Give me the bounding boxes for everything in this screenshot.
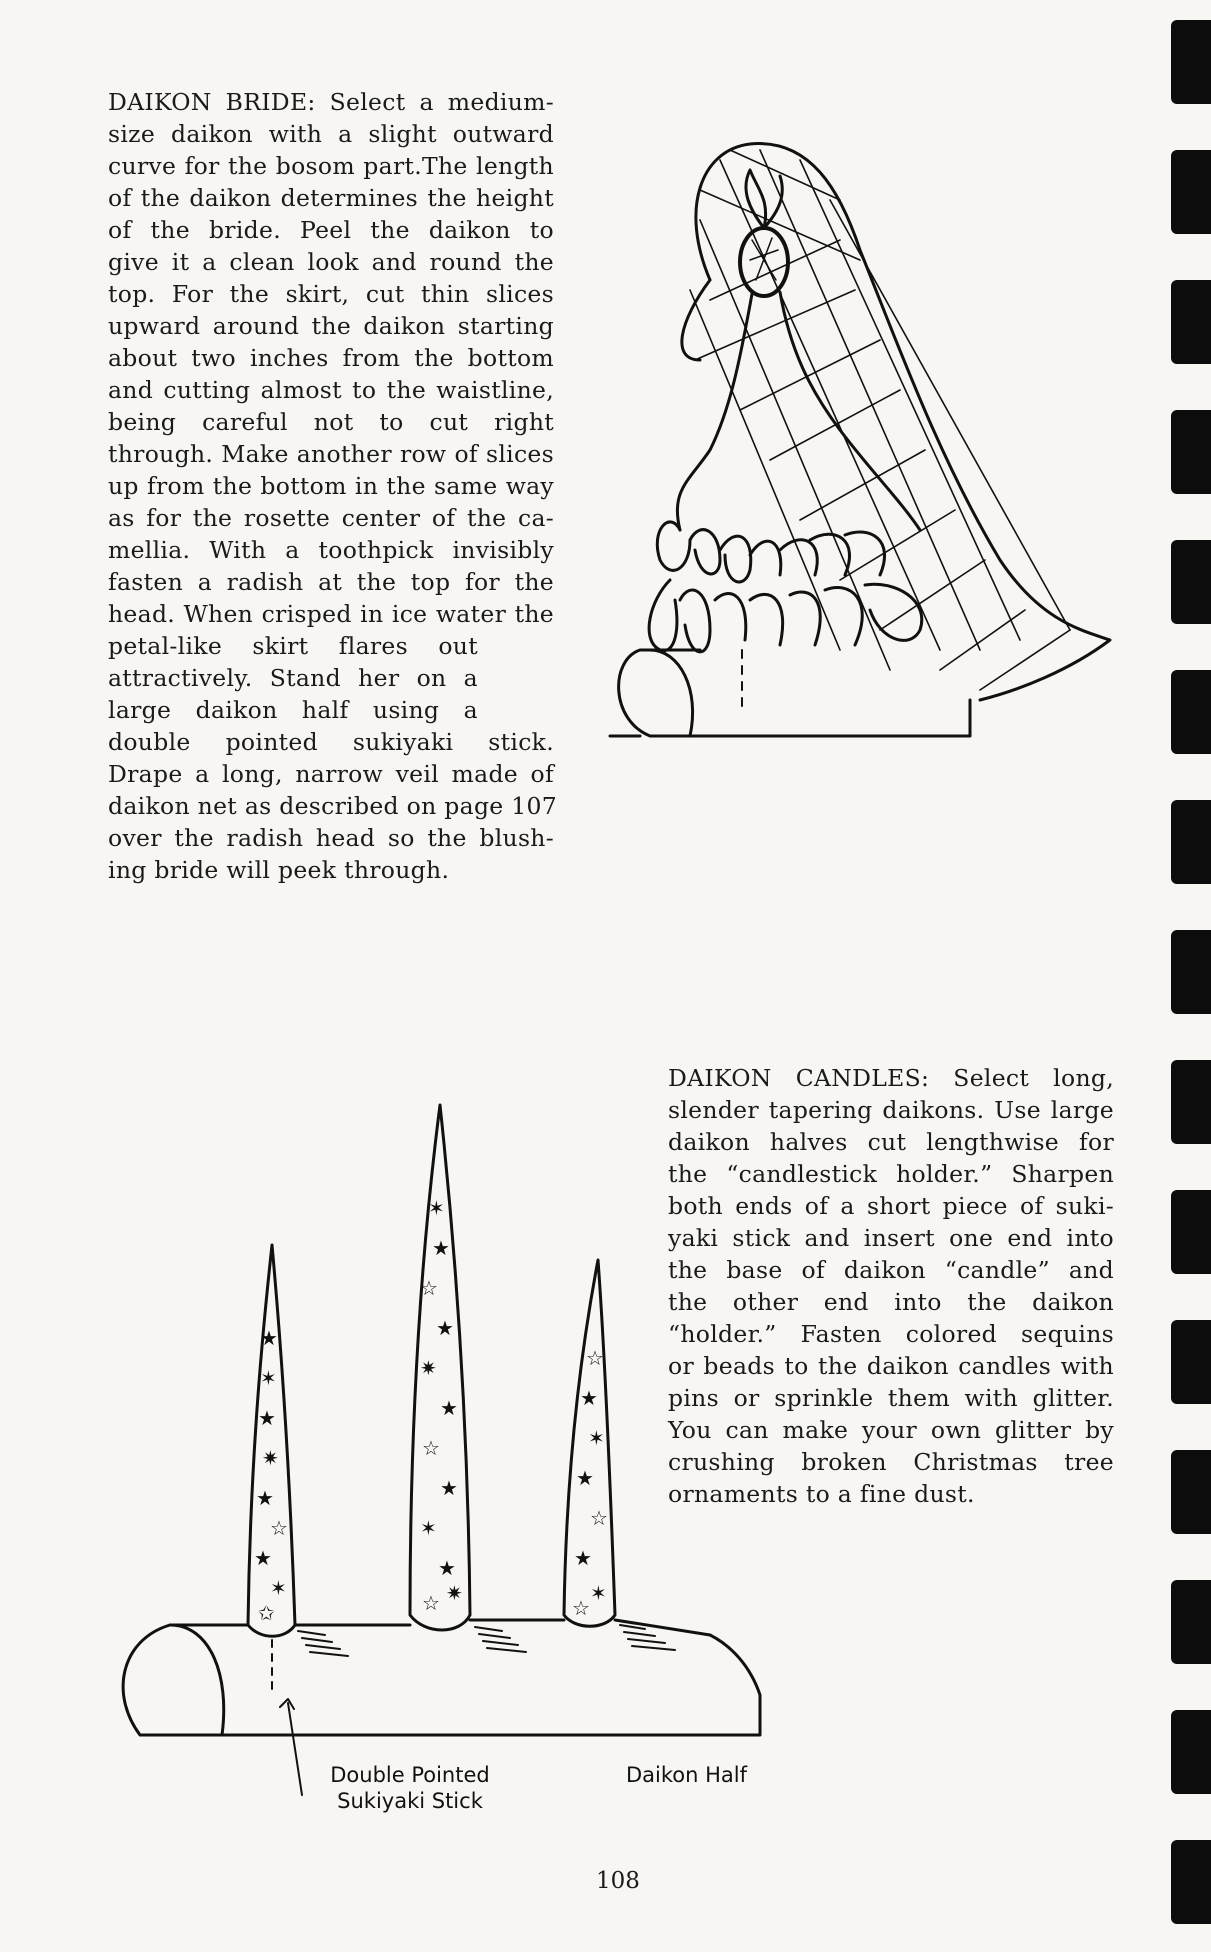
binding-tab bbox=[1171, 150, 1211, 234]
svg-text:★: ★ bbox=[438, 1556, 456, 1580]
candles-line: You can make your own glitter by bbox=[668, 1416, 1114, 1444]
bride-line: fasten a radish at the top for the bbox=[108, 568, 554, 596]
bride-line: ing bride will peek through. bbox=[108, 856, 450, 884]
candles-line: pins or sprinkle them with glitter. bbox=[668, 1384, 1114, 1412]
svg-text:★: ★ bbox=[576, 1466, 594, 1490]
binding-tab bbox=[1171, 1060, 1211, 1144]
daikon-half-caption: Daikon Half bbox=[626, 1763, 748, 1787]
candles-line: ornaments to a fine dust. bbox=[668, 1480, 975, 1508]
bride-line: mellia. With a toothpick invisibly bbox=[108, 536, 554, 564]
svg-text:★: ★ bbox=[432, 1236, 450, 1260]
binding-tab bbox=[1171, 280, 1211, 364]
binding-tab bbox=[1171, 1320, 1211, 1404]
binding-tab bbox=[1171, 1710, 1211, 1794]
binding-tab bbox=[1171, 20, 1211, 104]
bride-line: top. For the skirt, cut thin slices bbox=[108, 280, 554, 308]
svg-text:✶: ✶ bbox=[270, 1576, 287, 1600]
bride-line: daikon net as described on page 107 bbox=[108, 792, 558, 820]
binding-tab bbox=[1171, 1450, 1211, 1534]
candles-line: both ends of a short piece of suki- bbox=[668, 1192, 1114, 1220]
svg-text:★: ★ bbox=[254, 1546, 272, 1570]
bride-line: Drape a long, narrow veil made of bbox=[108, 760, 554, 788]
spiral-binding bbox=[1151, 0, 1211, 1952]
svg-text:☆: ☆ bbox=[586, 1346, 604, 1370]
candles-line: slender tapering daikons. Use large bbox=[668, 1096, 1114, 1124]
bride-line: about two inches from the bottom bbox=[108, 344, 554, 372]
binding-tab bbox=[1171, 670, 1211, 754]
bride-line: through. Make another row of slices bbox=[108, 440, 554, 468]
bride-line: as for the rosette center of the ca- bbox=[108, 504, 554, 532]
candles-line: “holder.” Fasten colored sequins bbox=[668, 1320, 1114, 1348]
bride-line: upward around the daikon starting bbox=[108, 312, 554, 340]
candles-line: or beads to the daikon candles with bbox=[668, 1352, 1114, 1380]
svg-text:✶: ✶ bbox=[590, 1581, 607, 1605]
binding-tab bbox=[1171, 930, 1211, 1014]
svg-text:☆: ☆ bbox=[422, 1591, 440, 1615]
binding-tab bbox=[1171, 800, 1211, 884]
candles-line: crushing broken Christmas tree bbox=[668, 1448, 1114, 1476]
svg-text:★: ★ bbox=[580, 1386, 598, 1410]
daikon-candles-illustration bbox=[110, 1095, 770, 1745]
binding-tab bbox=[1171, 1580, 1211, 1664]
svg-text:☆: ☆ bbox=[422, 1436, 440, 1460]
binding-tab bbox=[1171, 1840, 1211, 1924]
binding-tab bbox=[1171, 1190, 1211, 1274]
candles-line: the other end into the daikon bbox=[668, 1288, 1114, 1316]
svg-text:★: ★ bbox=[440, 1476, 458, 1500]
svg-text:★: ★ bbox=[256, 1486, 274, 1510]
svg-text:✩: ✩ bbox=[258, 1601, 275, 1625]
bride-line: DAIKON BRIDE: Select a medium- bbox=[108, 88, 554, 116]
svg-text:★: ★ bbox=[260, 1326, 278, 1350]
bride-line: petal-like skirt flares out bbox=[108, 632, 478, 660]
svg-text:★: ★ bbox=[436, 1316, 454, 1340]
bride-line: of the bride. Peel the daikon to bbox=[108, 216, 554, 244]
svg-text:✶: ✶ bbox=[420, 1516, 437, 1540]
bride-line: give it a clean look and round the bbox=[108, 248, 554, 276]
stick-caption bbox=[310, 1762, 510, 1814]
page-number: 108 bbox=[596, 1868, 640, 1894]
candles-line: DAIKON CANDLES: Select long, bbox=[668, 1064, 1114, 1092]
binding-tab bbox=[1171, 410, 1211, 494]
svg-text:☆: ☆ bbox=[590, 1506, 608, 1530]
stick-caption-line: Sukiyaki Stick bbox=[337, 1789, 483, 1813]
svg-text:✶: ✶ bbox=[588, 1426, 605, 1450]
svg-text:✷: ✷ bbox=[262, 1446, 279, 1470]
bride-line: up from the bottom in the same way bbox=[108, 472, 554, 500]
svg-text:✶: ✶ bbox=[428, 1196, 445, 1220]
bride-line: of the daikon determines the height bbox=[108, 184, 554, 212]
bride-line: curve for the bosom part.The length bbox=[108, 152, 554, 180]
bride-line: and cutting almost to the waistline, bbox=[108, 376, 554, 404]
candles-line: the “candlestick holder.” Sharpen bbox=[668, 1160, 1114, 1188]
bride-line: attractively. Stand her on a bbox=[108, 664, 478, 692]
bride-line: being careful not to cut right bbox=[108, 408, 554, 436]
bride-line: size daikon with a slight outward bbox=[108, 120, 554, 148]
svg-text:✷: ✷ bbox=[420, 1356, 437, 1380]
candles-line: the base of daikon “candle” and bbox=[668, 1256, 1114, 1284]
svg-text:★: ★ bbox=[574, 1546, 592, 1570]
svg-text:☆: ☆ bbox=[420, 1276, 438, 1300]
stick-caption-line: Double Pointed bbox=[330, 1763, 490, 1787]
bride-line: head. When crisped in ice water the bbox=[108, 600, 554, 628]
candles-line: daikon halves cut lengthwise for bbox=[668, 1128, 1114, 1156]
svg-text:✷: ✷ bbox=[446, 1581, 463, 1605]
bride-instructions bbox=[108, 86, 558, 886]
bride-line: large daikon half using a bbox=[108, 696, 478, 724]
candles-line: yaki stick and insert one end into bbox=[668, 1224, 1114, 1252]
daikon-bride-illustration bbox=[640, 130, 1120, 750]
svg-text:✶: ✶ bbox=[260, 1366, 277, 1390]
svg-text:★: ★ bbox=[258, 1406, 276, 1430]
svg-text:★: ★ bbox=[440, 1396, 458, 1420]
binding-tab bbox=[1171, 540, 1211, 624]
svg-text:☆: ☆ bbox=[572, 1596, 590, 1620]
svg-text:☆: ☆ bbox=[270, 1516, 288, 1540]
bride-line: over the radish head so the blush- bbox=[108, 824, 554, 852]
bride-line: double pointed sukiyaki stick. bbox=[108, 728, 554, 756]
